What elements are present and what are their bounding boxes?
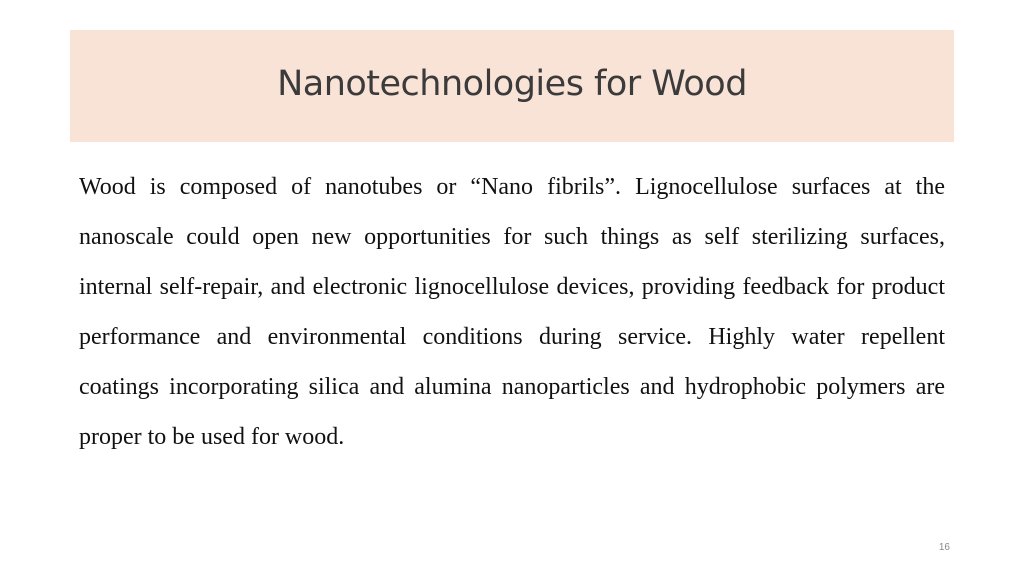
- slide-title: Nanotechnologies for Wood: [277, 64, 747, 104]
- page-number: 16: [938, 542, 950, 553]
- slide-body-text: Wood is composed of nanotubes or “Nano fibrils”. Lignocellulose surfaces at the nanoscale could open new opportunities for such things as self sterilizing surfaces, internal self-repair, and electronic lignocellulose devices, providing feedback for product performance and environmental conditions during service. Highly water repellent coatings incorporating silica and alumina nanoparticles and hydrophobic polymers are proper to be used for wood.: [79, 174, 945, 450]
- title-band: [70, 30, 954, 142]
